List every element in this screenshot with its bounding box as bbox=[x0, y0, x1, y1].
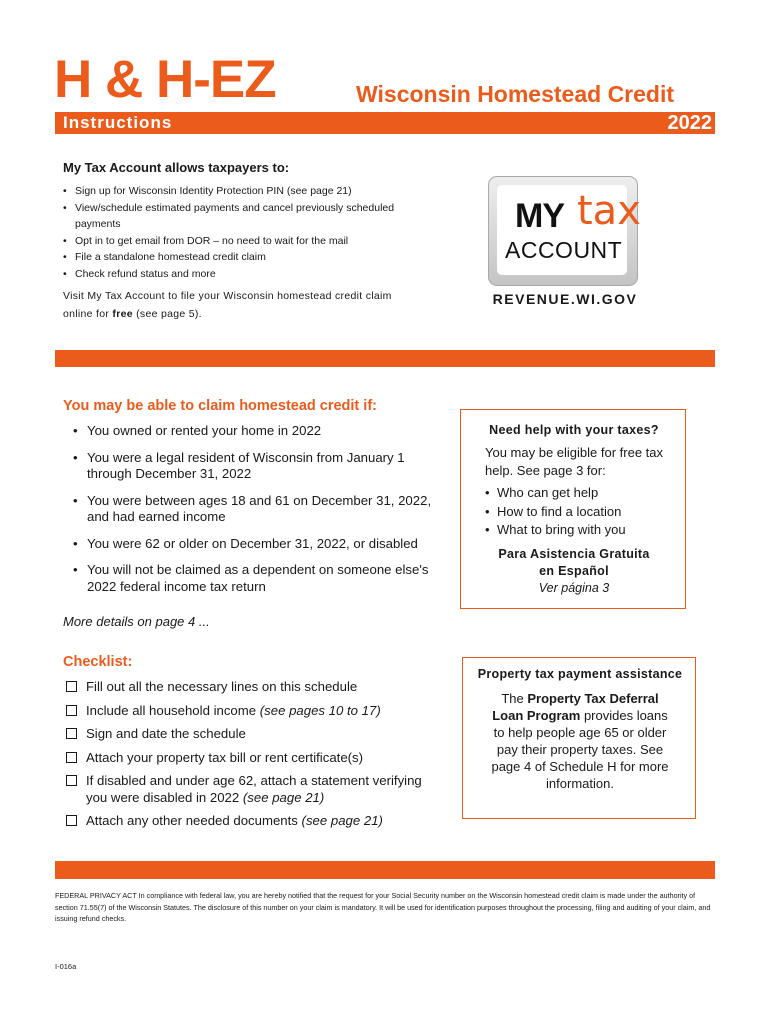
tax-help-text: You may be eligible for free tax help. See page 3 for: bbox=[485, 445, 664, 478]
property-tax-body bbox=[490, 690, 670, 792]
checklist-item-text: Attach your property tax bill or rent certificate(s) bbox=[86, 749, 364, 765]
list-item: • What to bring with you bbox=[485, 521, 626, 540]
checklist-item-text: Sign and date the schedule bbox=[86, 726, 246, 741]
list-item: • Sign up for Wisconsin Identity Protection PIN (see page 21) bbox=[63, 183, 423, 200]
list-item: • You owned or rented your home in 2022 bbox=[63, 423, 433, 440]
list-item: • You were 62 or older on December 31, 2022, or disabled bbox=[63, 536, 433, 553]
more-details-note: More details on page 4 ... bbox=[63, 614, 210, 629]
section-divider-bar bbox=[55, 350, 715, 367]
logo-tax-text: tax bbox=[577, 188, 641, 234]
list-item: • You were between ages 18 and 61 on December 31, 2022, and had earned income bbox=[63, 493, 433, 526]
checkbox-icon[interactable] bbox=[66, 728, 77, 739]
visit-text-end: (see page 5). bbox=[132, 308, 202, 320]
spanish-heading-line-2: en Español bbox=[539, 564, 609, 578]
checklist-item bbox=[63, 773, 423, 806]
checkbox-icon[interactable] bbox=[66, 775, 77, 786]
spanish-heading-line-1: Para Asistencia Gratuita bbox=[498, 547, 650, 561]
spanish-page-reference: Ver página 3 bbox=[538, 581, 610, 595]
property-tax-heading: Property tax payment assistance bbox=[477, 667, 683, 681]
checkbox-icon[interactable] bbox=[66, 705, 77, 716]
footer-divider-bar bbox=[55, 861, 715, 879]
document-title: Wisconsin Homestead Credit bbox=[356, 81, 675, 107]
list-item: • Check refund status and more bbox=[63, 266, 423, 283]
checklist-item bbox=[63, 750, 423, 767]
checkbox-icon[interactable] bbox=[66, 752, 77, 763]
checkbox-icon[interactable] bbox=[66, 815, 77, 826]
page-reference: (see page 21) bbox=[301, 813, 383, 828]
list-item: • How to find a location bbox=[485, 503, 626, 522]
form-code: H & H-EZ bbox=[54, 50, 276, 109]
checklist-item-text: Include all household income bbox=[86, 702, 260, 718]
my-tax-account-logo[interactable] bbox=[488, 176, 641, 286]
tax-help-list bbox=[485, 484, 626, 540]
list-item: • You will not be claimed as a dependent on someone else's 2022 federal income tax return bbox=[63, 562, 433, 595]
property-tax-body-end: provides loans to help people age 65 or older pay their property taxes. See page 4 of Schedule H for more information. bbox=[491, 708, 669, 791]
checklist-item bbox=[63, 679, 423, 696]
page-reference: (see pages 10 to 17) bbox=[259, 702, 381, 718]
logo-my-text: MY bbox=[515, 197, 564, 235]
visit-my-tax-account-text bbox=[63, 287, 393, 323]
tax-help-heading: Need help with your taxes? bbox=[489, 423, 659, 437]
instructions-label: Instructions bbox=[63, 113, 173, 132]
spanish-assistance-heading bbox=[464, 546, 684, 580]
tax-year: 2022 bbox=[667, 112, 712, 134]
list-item: • File a standalone homestead credit claim bbox=[63, 249, 423, 266]
form-id: I-016a bbox=[55, 962, 77, 971]
list-item: • Opt in to get email from DOR – no need to wait for the mail bbox=[63, 233, 423, 250]
loan-program-name: Property Tax Deferral Loan Program bbox=[492, 691, 659, 723]
visit-text: Visit My Tax Account to file your Wisconsin homestead credit claim online for bbox=[63, 290, 392, 320]
checklist-item bbox=[63, 726, 423, 743]
list-item: • View/schedule estimated payments and cancel previously scheduled payments bbox=[63, 200, 423, 233]
logo-panel bbox=[497, 185, 641, 275]
checklist-item-text: Fill out all the necessary lines on this schedule bbox=[86, 679, 358, 694]
eligibility-heading: You may be able to claim homestead credit if: bbox=[63, 398, 377, 414]
checkbox-icon[interactable] bbox=[66, 681, 77, 692]
eligibility-list bbox=[63, 423, 433, 605]
logo-account-text: ACCOUNT bbox=[505, 237, 623, 263]
checklist-item bbox=[63, 813, 423, 830]
property-tax-body-start: The bbox=[501, 691, 528, 706]
checklist bbox=[63, 679, 423, 837]
checklist-item-text: Attach any other needed documents bbox=[86, 813, 302, 828]
page-reference: (see page 21) bbox=[242, 789, 325, 805]
list-item: • You were a legal resident of Wisconsin from January 1 through December 31, 2022 bbox=[63, 450, 433, 483]
my-tax-account-list bbox=[63, 183, 423, 283]
revenue-url-link[interactable]: REVENUE.WI.GOV bbox=[492, 291, 638, 307]
privacy-act-notice: FEDERAL PRIVACY ACT In compliance with federal law, you are hereby notified that the request for your Social Security number on the Wisconsin homestead credit claim is made under the authority of section 71.55(7) of the Wisconsin Statutes. The disclosure of this number on your claim is mandatory. It will be used for identification purposes throughout the processing, filing and auditing of your claim, and issuing refund checks. bbox=[55, 891, 711, 923]
checklist-item-text: If disabled and under age 62, attach a statement verifying you were disabled in 2022 bbox=[86, 773, 422, 805]
my-tax-account-heading: My Tax Account allows taxpayers to: bbox=[63, 160, 290, 175]
checklist-item bbox=[63, 703, 423, 720]
list-item: • Who can get help bbox=[485, 484, 626, 503]
checklist-heading: Checklist: bbox=[63, 654, 133, 670]
free-emphasis: free bbox=[112, 308, 133, 320]
